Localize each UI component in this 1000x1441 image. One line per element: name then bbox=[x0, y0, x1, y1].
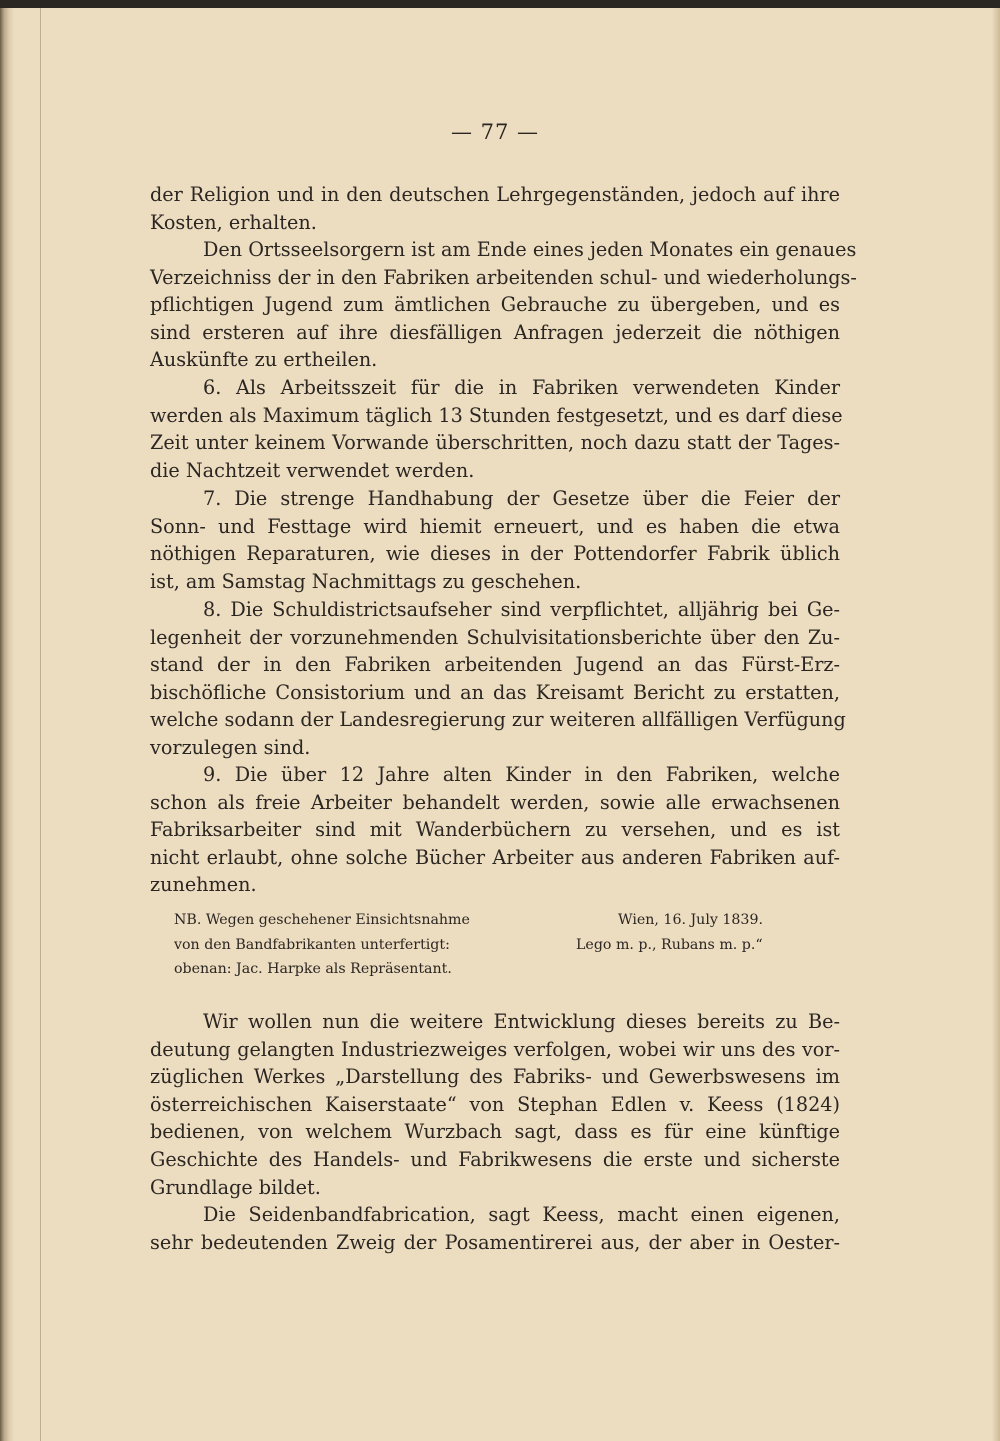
spine-shadow bbox=[0, 8, 14, 1441]
text-line: deutung gelangten Industriezweiges verfolgen, wobei wir uns des vor- bbox=[150, 1037, 840, 1061]
spine-line bbox=[40, 8, 41, 1441]
text-line: werden als Maximum täglich 13 Stunden festgesetzt, und es darf diese bbox=[150, 403, 843, 427]
note-left-column bbox=[174, 908, 534, 982]
text-line: Fabriksarbeiter sind mit Wanderbüchern zu versehen, und es ist bbox=[150, 818, 840, 842]
text-line: nicht erlaubt, ohne solche Bücher Arbeiter aus anderen Fabriken auf- bbox=[150, 845, 840, 869]
paragraph-entwicklung bbox=[150, 1008, 840, 1201]
text-line: Den Ortsseelsorgern ist am Ende eines jeden Monates ein genaues bbox=[203, 238, 857, 261]
text-line: 9. Die über 12 Jahre alten Kinder in den Fabriken, welche bbox=[203, 763, 840, 786]
text-line: die Nachtzeit verwendet werden. bbox=[150, 458, 475, 482]
text-line: 8. Die Schuldistrictsaufseher sind verpflichtet, alljährig bei Ge- bbox=[203, 598, 840, 621]
text-line: Sonn- und Festtage wird hiemit erneuert, und es haben die etwa bbox=[150, 514, 840, 538]
text-line: legenheit der vorzunehmenden Schulvisitationsberichte über den Zu- bbox=[150, 625, 840, 649]
text-line: sehr bedeutenden Zweig der Posamentirerei aus, der aber in Oester- bbox=[150, 1230, 840, 1254]
page-edge bbox=[992, 8, 1000, 1441]
text-line: bischöfliche Consistorium und an das Kreisamt Bericht zu erstatten, bbox=[150, 680, 840, 704]
text-line: nöthigen Reparaturen, wie dieses in der Pottendorfer Fabrik üblich bbox=[150, 542, 840, 566]
paragraph-section-9 bbox=[150, 761, 840, 899]
text-line: 6. Als Arbeitsszeit für die in Fabriken verwendeten Kinder bbox=[203, 376, 840, 399]
text-line: Kosten, erhalten. bbox=[150, 210, 317, 234]
text-line: stand der in den Fabriken arbeitenden Jugend an das Fürst-Erz- bbox=[150, 653, 840, 677]
paragraph-continuation bbox=[150, 181, 840, 236]
text-line: Auskünfte zu ertheilen. bbox=[150, 348, 378, 372]
text-line: Wir wollen nun die weitere Entwicklung dieses bereits zu Be- bbox=[203, 1010, 840, 1033]
text-line: 7. Die strenge Handhabung der Gesetze über die Feier der bbox=[203, 487, 840, 510]
note-line: obenan: Jac. Harpke als Repräsentant. bbox=[174, 961, 452, 977]
paragraph-section-7 bbox=[150, 485, 840, 595]
paragraph-seidenband bbox=[150, 1201, 840, 1256]
note-date: Wien, 16. July 1839. bbox=[618, 912, 763, 928]
paragraph-section-8 bbox=[150, 596, 846, 762]
text-line: zunehmen. bbox=[150, 873, 257, 897]
text-line: vorzulegen sind. bbox=[150, 735, 311, 759]
text-line: ist, am Samstag Nachmittags zu geschehen. bbox=[150, 569, 582, 593]
text-line: pflichtigen Jugend zum ämtlichen Gebrauche zu übergeben, und es bbox=[150, 293, 840, 317]
text-line: welche sodann der Landesregierung zur weiteren allfälligen Verfügung bbox=[150, 708, 846, 732]
text-line: Die Seidenbandfabrication, sagt Keess, macht einen eigenen, bbox=[203, 1203, 840, 1226]
text-line: Grundlage bildet. bbox=[150, 1175, 321, 1199]
text-line: schon als freie Arbeiter behandelt werden, sowie alle erwachsenen bbox=[150, 790, 840, 814]
text-line: der Religion und in den deutschen Lehrgegenständen, jedoch auf ihre bbox=[150, 183, 840, 206]
text-line: sind ersteren auf ihre diesfälligen Anfragen jederzeit die nöthigen bbox=[150, 320, 840, 344]
text-line: Verzeichniss der in den Fabriken arbeitenden schul- und wiederholungs- bbox=[150, 265, 857, 289]
note-signatures: Lego m. p., Rubans m. p.“ bbox=[576, 936, 763, 953]
note-line: von den Bandfabrikanten unterfertigt: bbox=[174, 936, 450, 953]
note-line: NB. Wegen geschehener Einsichtsnahme bbox=[174, 912, 470, 928]
text-line: österreichischen Kaiserstaate“ von Stephan Edlen v. Keess (1824) bbox=[150, 1092, 840, 1116]
paragraph-ortsseelsorger bbox=[150, 236, 857, 374]
note-right-column bbox=[576, 908, 836, 957]
text-line: züglichen Werkes „Darstellung des Fabriks- und Gewerbswesens im bbox=[150, 1065, 840, 1089]
text-line: Geschichte des Handels- und Fabrikwesens die erste und sicherste bbox=[150, 1147, 840, 1171]
text-line: bedienen, von welchem Wurzbach sagt, dass es für eine künftige bbox=[150, 1120, 840, 1144]
page-number: — 77 — bbox=[450, 120, 540, 144]
paragraph-section-6 bbox=[150, 374, 843, 484]
book-page bbox=[0, 8, 1000, 1441]
text-line: Zeit unter keinem Vorwande überschritten, noch dazu statt der Tages- bbox=[150, 431, 840, 455]
